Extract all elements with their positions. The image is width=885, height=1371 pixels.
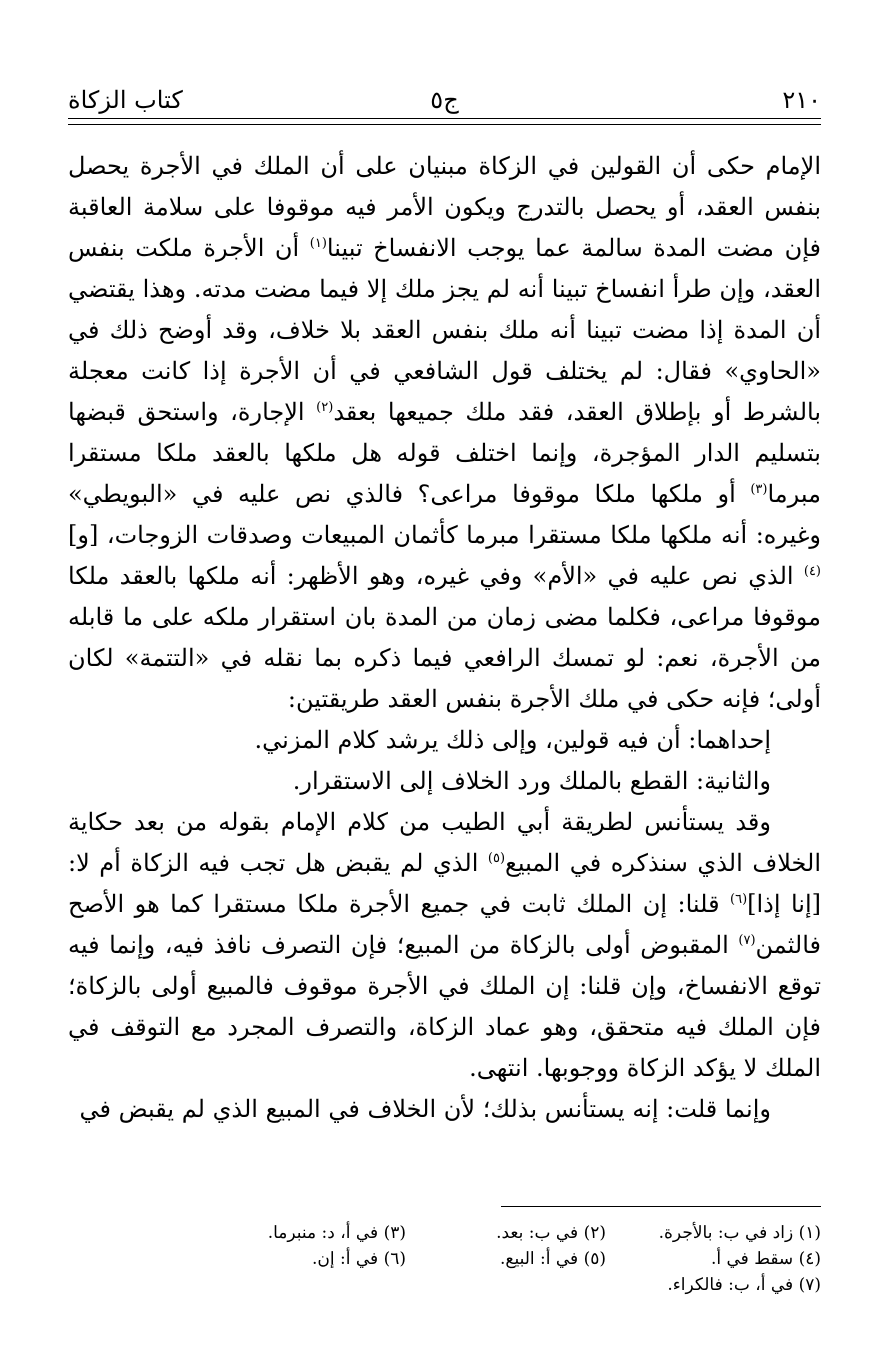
footnote-7: (٧) في أ، ب: فالكراء. xyxy=(667,1275,821,1295)
text-run: المقبوض أولى بالزكاة من المبيع؛ فإن التصرف نافذ فيه، وإنما فيه توقع الانفساخ، وإن قلنا: إن الملك في الأجرة موقوف فالمبيع أولى بالزكاة؛ فإن الملك فيه متحقق، وهو عماد الزكاة، والتصرف المجرد مع التوقف في الملك لا يؤكد الزكاة ووجوبها. انتهى. xyxy=(68,931,821,1082)
text-run: الذي لم يقبض هل تجب فيه الزكاة أم لا: [إنا إذا] xyxy=(68,849,821,918)
paragraph-1 xyxy=(68,146,821,720)
running-header xyxy=(68,86,821,118)
text-run: أو ملكها ملكا موقوفا مراعى؟ فالذي نص عليه في «البويطي» وغيره: أنه ملكها ملكا مستقرا مبرما كأثمان المبيعات وصدقات الزوجات، [و] xyxy=(68,480,821,549)
header-rule-top xyxy=(68,118,821,119)
footnote-row xyxy=(68,1246,821,1272)
footnote-marker-1: (١) xyxy=(309,236,327,251)
footnote-5: (٥) في أ: البيع. xyxy=(500,1249,606,1269)
footnote-separator xyxy=(501,1206,821,1207)
text-run: وقد يستأنس لطريقة أبي الطيب من كلام الإمام بقوله من بعد حكاية الخلاف الذي سنذكره في المبيع xyxy=(68,808,821,877)
footnote-marker-6: (٦) xyxy=(730,892,748,907)
footnote-marker-3: (٣) xyxy=(750,482,768,497)
page-number: ٢١٠ xyxy=(782,86,821,114)
paragraph-2: إحداهما: أن فيه قولين، وإلى ذلك يرشد كلام المزني. xyxy=(254,726,771,754)
text-run: الإجارة، واستحق قبضها بتسليم الدار المؤجرة، وإنما اختلف قوله هل ملكها بالعقد ملكا مستقرا مبرما xyxy=(68,398,821,508)
main-text xyxy=(68,146,821,1130)
paragraph-5: وإنما قلت: إنه يستأنس بذلك؛ لأن الخلاف في المبيع الذي لم يقبض في xyxy=(79,1095,771,1123)
footnote-marker-4: (٤) xyxy=(803,564,821,579)
footnote-1: (١) زاد في ب: بالأجرة. xyxy=(658,1223,821,1243)
footnote-6: (٦) في أ: إن. xyxy=(312,1249,406,1269)
paragraph-3: والثانية: القطع بالملك ورد الخلاف إلى الاستقرار. xyxy=(292,767,771,795)
volume-label: ج٥ xyxy=(430,86,459,114)
footnotes xyxy=(68,1220,821,1298)
text-run: أن الأجرة ملكت بنفس العقد، وإن طرأ انفساخ تبينا أنه لم يجز ملك إلا فيما مضت مدته. وهذا يقتضي أن المدة إذا مضت تبينا أنه ملك بنفس العقد بلا خلاف، وقد أوضح ذلك في «الحاوي» فقال: لم يختلف قول الشافعي في أن الأجرة إذا كانت معجلة بالشرط أو بإطلاق العقد، فقد ملك جميعها بعقد xyxy=(68,234,821,426)
header-rule-bottom xyxy=(68,124,821,125)
paragraph-4 xyxy=(68,802,821,1089)
footnote-marker-7: (٧) xyxy=(738,933,756,948)
footnote-marker-2: (٢) xyxy=(316,400,334,415)
footnote-3: (٣) في أ، د: منبرما. xyxy=(267,1223,406,1243)
text-run: الذي نص عليه في «الأم» وفي غيره، وهو الأظهر: أنه ملكها بالعقد ملكا موقوفا مراعى، فكلما مضى زمان من المدة بان استقرار ملكه على ما قابله من الأجرة، نعم: لو تمسك الرافعي فيما ذكره بما نقله في «التتمة» لكان أولى؛ فإنه حكى في ملك الأجرة بنفس العقد طريقتين: xyxy=(68,562,821,713)
footnote-marker-5: (٥) xyxy=(487,851,506,866)
footnote-row xyxy=(68,1272,821,1298)
text-run: قلنا: إن الملك ثابت في جميع الأجرة ملكا مستقرا كما هو الأصح فالثمن xyxy=(68,890,821,959)
footnote-4: (٤) سقط في أ. xyxy=(710,1249,821,1269)
text-run: الإمام حكى أن القولين في الزكاة مبنيان على أن الملك في الأجرة يحصل بنفس العقد، أو يحصل بالتدرج ويكون الأمر فيه موقوفا على سلامة العاقبة فإن مضت المدة سالمة عما يوجب الانفساخ تبينا xyxy=(68,152,821,262)
footnote-2: (٢) في ب: بعد. xyxy=(496,1223,606,1243)
footnote-row xyxy=(68,1220,821,1246)
book-title: كتاب الزكاة xyxy=(68,86,183,114)
